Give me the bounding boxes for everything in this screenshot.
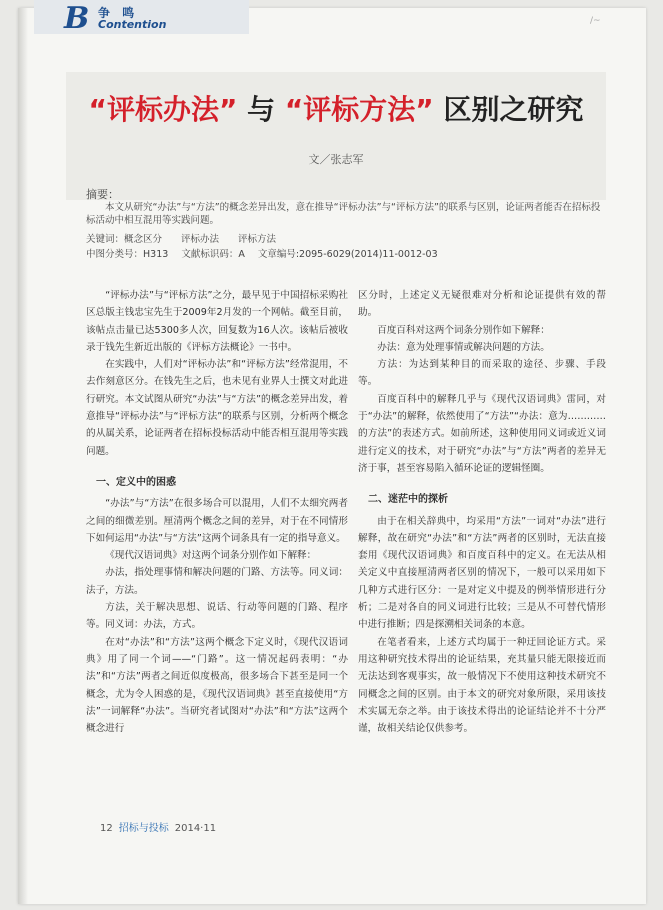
paragraph: 《现代汉语词典》对这两个词条分别作如下解释：: [105, 550, 317, 562]
left-column: [86, 287, 348, 747]
issue-number: 2014·11: [174, 823, 217, 834]
paragraph: 在对“办法”和“方法”这两个概念下定义时，《现代汉语词典》用了同一个词——“门路”。这一情况起码表明：“办法”和“方法”两者之间近似度极高，很多场合下甚至是同一个概念，尤为令人困惑的是，《现代汉语词典》甚至直接使用“方法”一词解释“办法”。当研究者试图对“办法”和“方法”这两个概念进行: [86, 636, 348, 735]
paragraph: 方法，关于解决思想、说话、行动等问题的门路、程序等。同义词：办法，方式。: [86, 602, 348, 631]
paragraph: 办法：意为处理事情或解决问题的方法。: [377, 341, 550, 353]
abstract-body: [86, 201, 606, 227]
journal-logo-icon: B: [64, 1, 90, 36]
page-number: 12: [100, 823, 113, 834]
keywords-line: 关键词：概念区分 评标办法 评标方法: [86, 234, 277, 245]
section-heading: 一、定义中的困惑: [96, 476, 176, 488]
corner-handwriting: /~: [590, 16, 601, 26]
section-name-en: Contention: [98, 18, 167, 31]
right-column: [358, 287, 606, 737]
paragraph: 由于在相关辞典中，均采用“方法”一词对“办法”进行解释，故在研究“办法”和“方法”两者的区别时，无法直接套用《现代汉语词典》和百度百科中的定义。在无法从相关定义中直接厘清两者区别的情况下，一般可以采用如下几种方式进行区分：一是对定义中提及的例举情形进行分析；二是对各自的同义词进行比较；三是从不可替代情形中进行推断；四是探溯相关词条的本意。: [358, 515, 606, 631]
paragraph: 百度百科中的解释几乎与《现代汉语词典》雷同，对于“办法”的解释，依然使用了“方法”“办法：意为…………的方法”的表述方式。如前所述，这种使用同义词或近义词进行定义的技术，对于研究“办法”与“方法”两者的差异无济于事，甚至容易陷入循环论证的逻辑怪圈。: [358, 393, 606, 474]
paragraph: “评标办法”与“评标方法”之分，最早见于中国招标采购社区总版主钱忠宝先生于2009年2月发的一个网帖。截至目前，该帖点击量已达5300多人次，回复数为16人次。该帖后被收录于钱先生新近出版的《评标方法概论》一书中。: [86, 290, 348, 353]
title-part-1: “评标办法”: [88, 93, 238, 126]
paragraph: 区分时，上述定义无疑很难对分析和论证提供有效的帮助。: [358, 290, 606, 319]
classification-line: [86, 248, 506, 261]
paragraph: 在笔者看来，上述方式均属于一种迂回论证方式。采用这种研究技术得出的论证结果，充其量只能无限接近而无法达到客观事实，故一般情况下不使用这种技术研究不同概念之间的区别。由于本文的研究对象所限，采用该技术实属无奈之举。由于该技术得出的论证结论并不十分严谨，故相关结论仅供参考。: [358, 636, 606, 735]
paragraph: “办法”与“方法”在很多场合可以混用，人们不太细究两者之间的细微差别。厘清两个概念之间的差异，对于在不同情形下如何运用“办法”与“方法”这两个词条具有一定的指导意义。: [86, 498, 348, 544]
document-code: 文献标识码：A: [181, 249, 245, 260]
article-title: [66, 88, 606, 128]
abstract-label: 摘要：: [86, 188, 119, 201]
title-part-2: 与: [247, 93, 276, 126]
paragraph: 方法：为达到某种目的而采取的途径、步骤、手段等。: [358, 359, 606, 388]
paragraph: 在实践中，人们对“评标办法”和“评标方法”经常混用，不去作刻意区分。在钱先生之后，也未见有业界人士撰文对此进行研究。本文试图从研究“办法”与“方法”的概念差异出发，着意推导“评标办法”与“评标方法”的联系与区别，分析两个概念的从属关系，论证两者在招标投标活动中能否相互混用等实践问题。: [86, 359, 348, 457]
page-footer: [100, 819, 216, 834]
title-part-3: “评标方法”: [284, 93, 434, 126]
title-part-4: 区别之研究: [443, 93, 584, 126]
section-heading: 二、迷茫中的探析: [368, 494, 448, 506]
page-spine-shadow: [18, 8, 28, 904]
abstract-text: 本文从研究“办法”与“方法”的概念差异出发，意在推导“评标办法”与“评标方法”的联系与区别，论证两者能否在招标投标活动中相互混用等实践问题。: [86, 202, 601, 226]
paragraph: 百度百科对这两个词条分别作如下解释：: [377, 324, 550, 336]
clc-number: 中图分类号：H313: [86, 249, 169, 260]
article-author: 文／张志军: [308, 153, 364, 166]
article-number: 文章编号:2095-6029(2014)11-0012-03: [257, 249, 438, 260]
section-name-cn: 争 鸣: [98, 6, 139, 20]
paragraph: 办法，指处理事情和解决问题的门路、方法等。同义词：法子，方法。: [86, 567, 348, 596]
magazine-name: 招标与投标: [118, 823, 169, 834]
